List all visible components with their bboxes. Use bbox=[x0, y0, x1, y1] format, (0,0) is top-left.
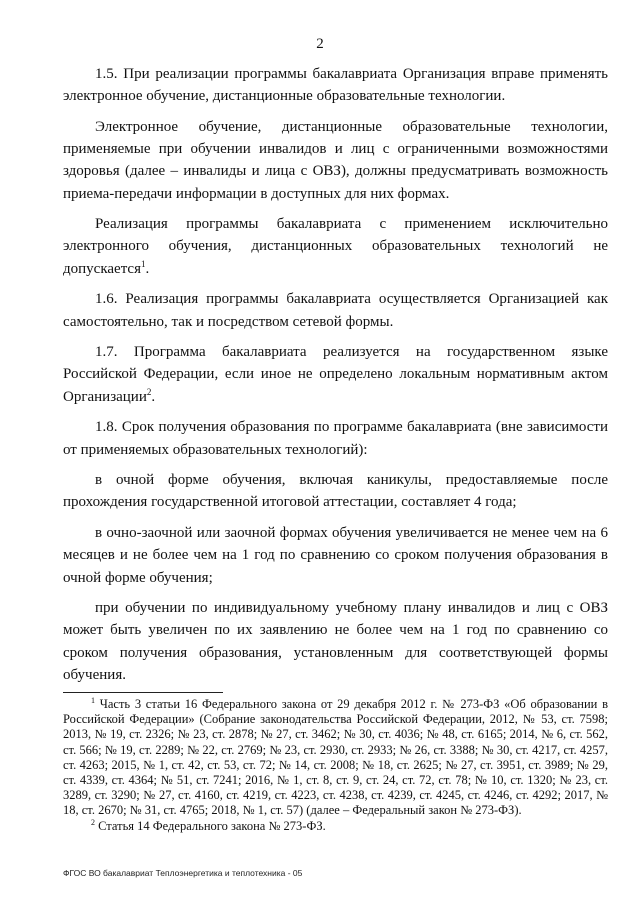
footnote: $^2$ Статья 14 Федерального закона № 273-ФЗ. bbox=[91, 817, 326, 833]
footnote-divider bbox=[63, 692, 223, 693]
footnote-ref[interactable]: 2 bbox=[146, 386, 152, 397]
paragraph: 1.5. При реализации программы бакалавриата Организация вправе применять электронное обучение, дистанционные образовательные технологии. bbox=[63, 66, 608, 105]
paragraph: Электронное обучение, дистанционные образовательные технологии, применяемые при обучении инвалидов и лиц с ограниченными возможностями здоровья (далее – инвалиды и лица с ОВЗ), должны предусматривать возможность приема-передачи информации в доступных для них формах. bbox=[63, 118, 608, 202]
footnotes bbox=[63, 697, 608, 834]
paragraph: 1.8. Срок получения образования по программе бакалавриата (вне зависимости от применяемых образовательных технологий): bbox=[63, 419, 608, 458]
paragraph: в очно-заочной или заочной формах обучения увеличивается не менее чем на 6 месяцев и не более чем на 1 год по сравнению со сроком получения образования в очной форме обучения; bbox=[63, 525, 608, 586]
paragraph: 1.6. Реализация программы бакалавриата осуществляется Организацией как самостоятельно, так и посредством сетевой формы. bbox=[63, 291, 608, 330]
body-text bbox=[63, 63, 608, 695]
paragraph: при обучении по индивидуальному учебному плану инвалидов и лиц с ОВЗ может быть увеличен по их заявлению не более чем на 1 год по сравнению со сроком получения образования, установленным для соответствующей формы обучения. bbox=[63, 600, 608, 683]
page-footer: ФГОС ВО бакалавриат Теплоэнергетика и теплотехника - 05 bbox=[63, 868, 303, 878]
footnote-mark: 1 bbox=[91, 695, 95, 705]
footnote-ref[interactable]: 1 bbox=[141, 258, 146, 269]
paragraph: 1.7. Программа бакалавриата реализуется на государственном языке Российской Федерации, если иное не определено локальным нормативным актом Организации$^2$. bbox=[63, 344, 608, 405]
page-number: 2 bbox=[316, 36, 324, 52]
paragraph: Реализация программы бакалавриата с применением исключительно электронного обучения, дистанционных образовательных технологий не допускается$^1$. bbox=[63, 216, 608, 277]
footnote-mark: 2 bbox=[91, 817, 95, 827]
footnote: $^1$ Часть 3 статьи 16 Федерального закона от 29 декабря 2012 г. № 273-ФЗ «Об образовании в Российской Федерации» (Собрание законодательства Российской Федерации, 2012, № 53, ст. 7598; 2013, № 19, ст. 2326; № 23, ст. 2878; № 27, ст. 3462; № 30, ст. 4036; № 48, ст. 6165; 2014, № 6, ст. 562, ст. 566; № 19, ст. 2289; № 22, ст. 2769; № 23, ст. 2930, ст. 2933; № 26, ст. 3388; № 30, ст. 4217, ст. 4257, ст. 4263; 2015, № 1, ст. 42, ст. 53, ст. 72; № 14, ст. 2008; № 18, ст. 2625; № 27, ст. 3951, ст. 3989; № 29, ст. 4339, ст. 4364; № 51, ст. 7241; 2016, № 1, ст. 8, ст. 9, ст. 24, ст. 72, ст. 78; № 10, ст. 1320; № 23, ст. 3289, ст. 3290; № 27, ст. 4160, ст. 4219, ст. 4223, ст. 4238, ст. 4239, ст. 4245, ст. 4246, ст. 4292; 2017, № 18, ст. 2670; № 31, ст. 4765; 2018, № 1, ст. 57) (далее – Федеральный закон № 273-ФЗ). bbox=[63, 695, 608, 818]
paragraph: в очной форме обучения, включая каникулы, предоставляемые после прохождения государственной итоговой аттестации, составляет 4 года; bbox=[63, 472, 608, 511]
